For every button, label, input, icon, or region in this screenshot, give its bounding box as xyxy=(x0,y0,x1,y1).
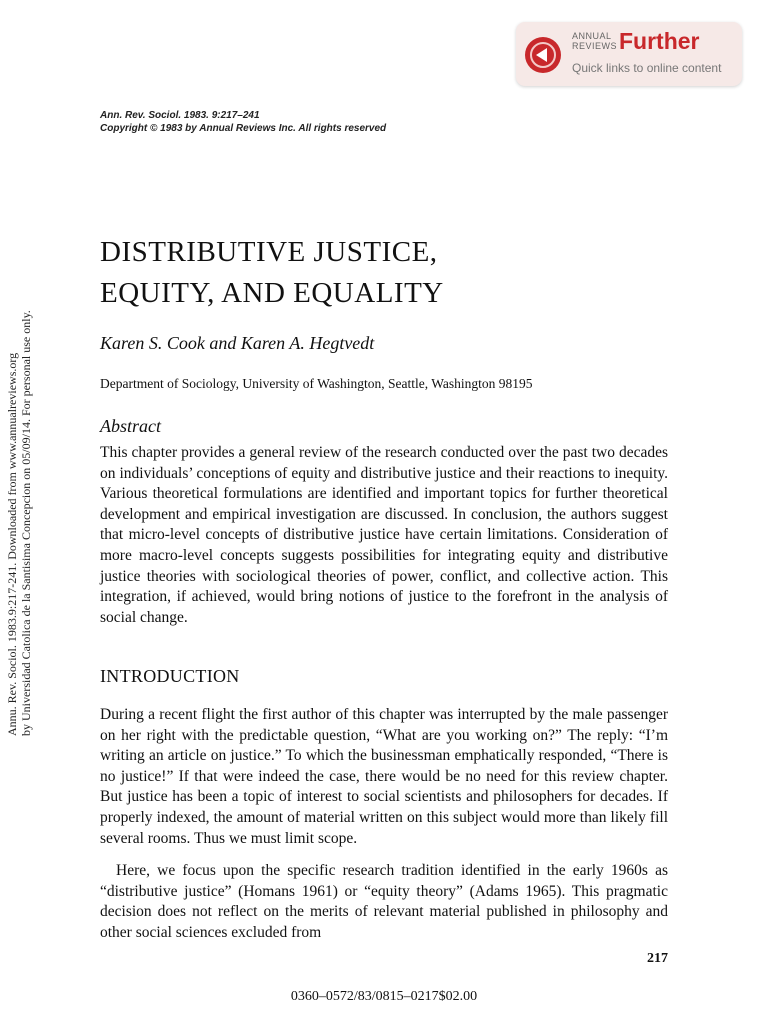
article-code-footer: 0360–0572/83/0815–0217$02.00 xyxy=(290,989,478,1004)
title-line-1: DISTRIBUTIVE JUSTICE, xyxy=(100,236,438,268)
page-number: 217 xyxy=(647,951,668,966)
side-note-line-2: by Universidad Catolica de la Santisima Concepcion on 05/09/14. For personal use only. xyxy=(19,310,33,736)
download-side-note xyxy=(5,310,33,736)
abstract-body: This chapter provides a general review of the research conducted over the past two decades on individuals’ conceptions of equity and distributive justice and their reactions to inequity. Various theoretical formulations are identified and important topics for further theoretical development and empirical investigation are discussed. In conclusion, the authors suggest that micro-level concepts of distributive justice have certain limitations. Consideration of more macro-level concepts suggests possibilities for integrating equity and distributive justice theories with sociological theories of power, conflict, and collective action. This integration, if achieved, would bring notions of justice to the forefront in the analysis of social change. xyxy=(100,444,668,626)
journal-citation: Ann. Rev. Sociol. 1983. 9:217–241 xyxy=(100,110,260,121)
badge-annual-label: ANNUAL xyxy=(572,31,612,41)
introduction-heading: INTRODUCTION xyxy=(100,666,240,686)
abstract-heading: Abstract xyxy=(100,416,161,436)
badge-reviews-label: REVIEWS xyxy=(572,41,618,51)
introduction-paragraph-2: Here, we focus upon the specific research tradition identified in the early 1960s as “distributive justice” (Homans 1961) or “equity theory” (Adams 1965). This pragmatic decision does not reflect on the merits of relevant material published in philosophy and other social sciences excluded from xyxy=(100,862,668,941)
introduction-paragraph-1: During a recent flight the first author of this chapter was interrupted by the male passenger on her right with the predictable question, “What are you working on?” The reply: “I’m writing an article on justice.” To which the businessman emphatically responded, “There is no justice!” If that were indeed the case, there would be no need for this review chapter. But justice has been a topic of interest to social scientists and philosophers for decades. If properly indexed, the amount of material written on this subject would more than likely fill several rooms. Thus we must limit scope. xyxy=(100,706,668,847)
badge-further-label: Further xyxy=(619,28,700,54)
annual-reviews-further-badge[interactable] xyxy=(516,22,742,86)
article-title xyxy=(100,232,444,314)
side-note-line-1: Annu. Rev. Sociol. 1983.9:217-241. Downloaded from www.annualreviews.org xyxy=(5,352,19,736)
article-authors: Karen S. Cook and Karen A. Hegtvedt xyxy=(100,333,375,353)
title-line-2: EQUITY, AND EQUALITY xyxy=(100,277,444,309)
play-circle-icon xyxy=(524,36,562,74)
author-affiliation: Department of Sociology, University of Washington, Seattle, Washington 98195 xyxy=(100,376,533,391)
badge-tagline: Quick links to online content xyxy=(572,61,722,75)
copyright-notice: Copyright © 1983 by Annual Reviews Inc. All rights reserved xyxy=(100,123,387,134)
